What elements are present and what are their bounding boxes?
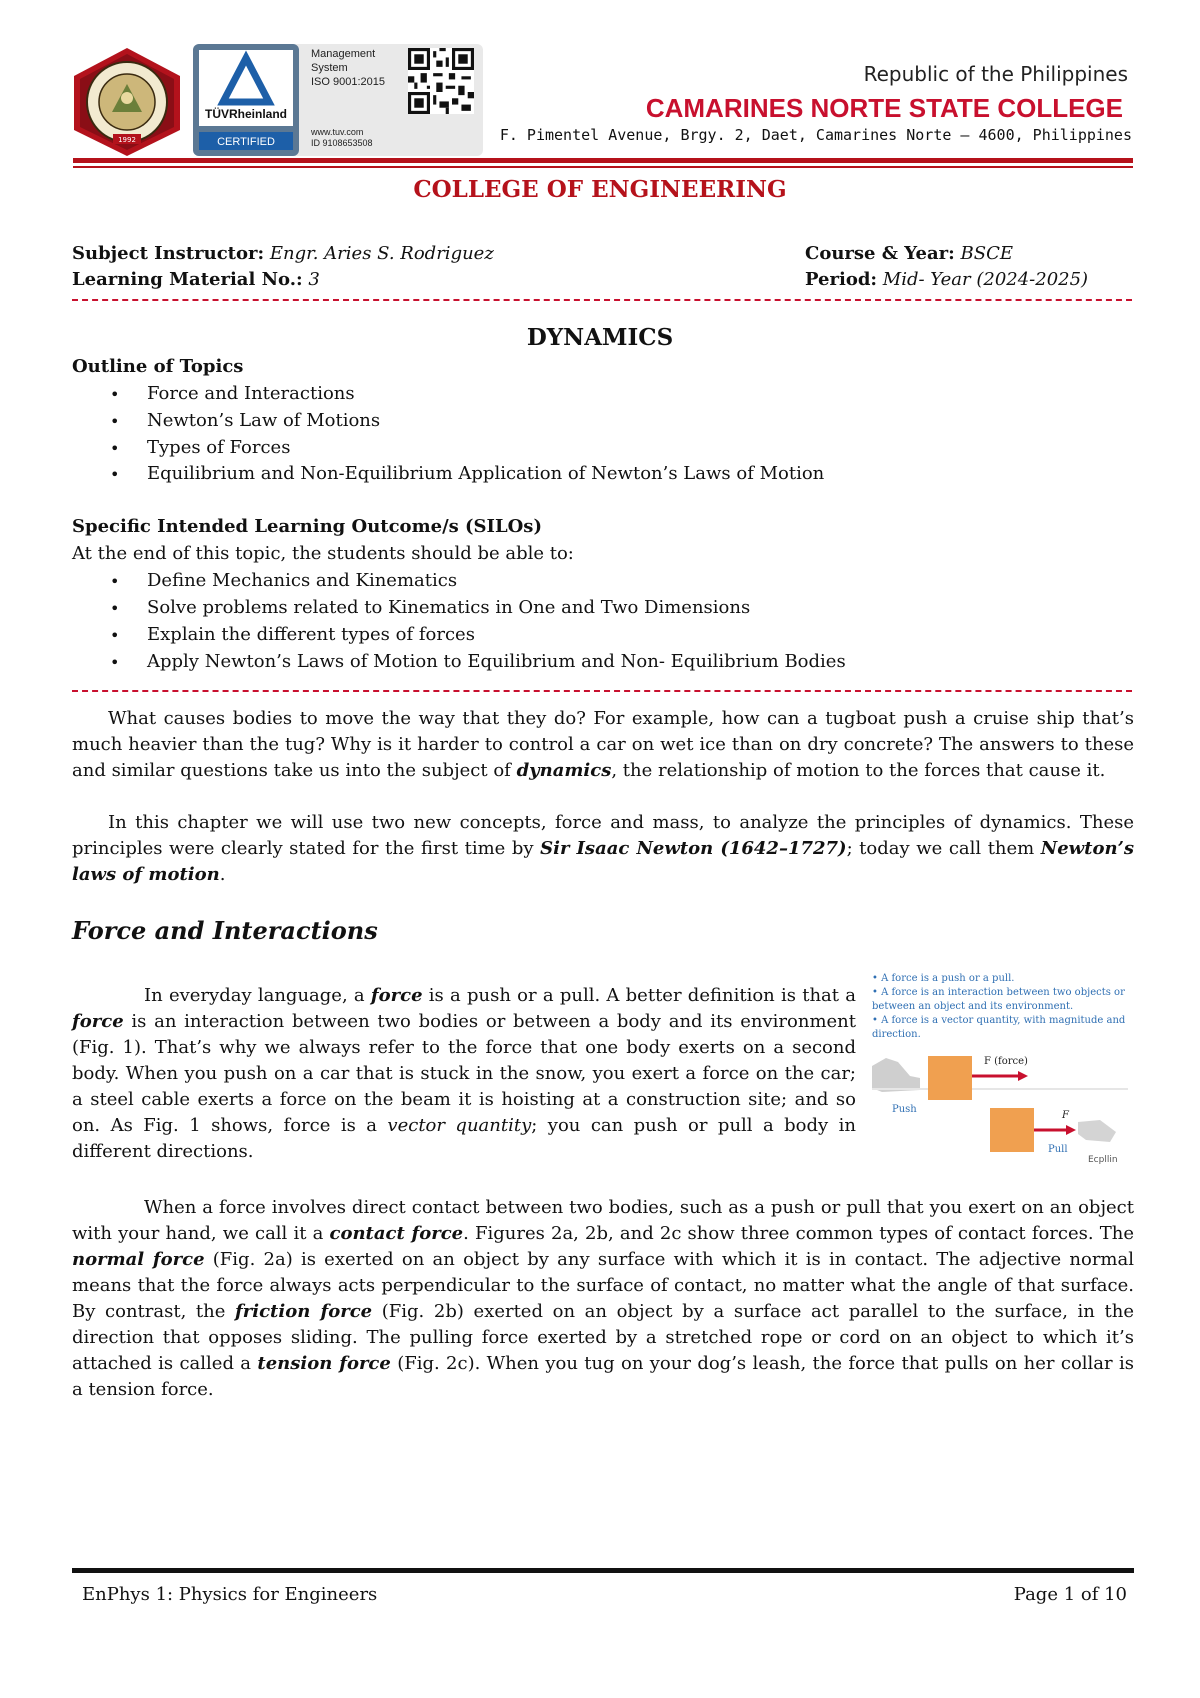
- material-line: [72, 269, 320, 290]
- force-paragraph: In everyday language, a force is a push or a pull. A better definition is that a force is an interaction between two bodies or between a body and its environment (Fig. 1). That’s why we always refer to the force that one body exerts on a second body. When you push on a car that is stuck in the snow, you exert a force on the car; a steel cable exerts a force on the beam it is hoisting at a construction site; and so on. As Fig. 1 shows, force is a vector quantity; you can push or pull a body in different directions.: [72, 985, 856, 1162]
- pull-box: [990, 1108, 1034, 1152]
- tuv-certified: CERTIFIED: [217, 136, 275, 148]
- hand-push-icon: [872, 1058, 920, 1092]
- instructor-line: [72, 243, 494, 264]
- figure-bullet: • A force is a vector quantity, with magnitude and direction.: [872, 1015, 1126, 1040]
- figure-bullet: • A force is an interaction between two objects or between an object and its environment.: [872, 987, 1125, 1012]
- hand-pull-icon: [1078, 1120, 1116, 1142]
- course-label: Course & Year:: [805, 243, 955, 264]
- silo-item: Apply Newton’s Laws of Motion to Equilibrium and Non- Equilibrium Bodies: [147, 651, 846, 672]
- college-name: CAMARINES NORTE STATE COLLEGE: [645, 93, 1123, 123]
- qr-code-icon: [408, 48, 474, 114]
- bullet-icon: •: [110, 412, 120, 431]
- dashed-divider: [72, 690, 1132, 692]
- outline-item: Equilibrium and Non-Equilibrium Application of Newton’s Laws of Motion: [147, 463, 825, 484]
- pull-label: Pull: [1048, 1144, 1068, 1155]
- cert-text: [311, 47, 391, 89]
- intro-paragraph-2: In this chapter we will use two new concepts, force and mass, to analyze the principles of dynamics. These principles were clearly stated for the first time by Sir Isaac Newton (1642–1727); today we call them Newton’s laws of motion.: [72, 812, 1134, 885]
- cert-url-block: [311, 127, 373, 149]
- silo-item: Explain the different types of forces: [147, 624, 475, 645]
- section-heading: Force and Interactions: [72, 916, 378, 945]
- intro-paragraph-1: What causes bodies to move the way that they do? For example, how can a tugboat push a cruise ship that’s much heavier than the tug? Why is it harder to control a car on wet ice than on dry concrete? The answers to these and similar questions take us into the subject of dynamics, the relationship of motion to the forces that cause it.: [72, 708, 1134, 781]
- seal-year: 1992: [118, 136, 136, 144]
- push-pull-diagram: [872, 1048, 1128, 1164]
- tuv-brand: TÜVRheinland: [204, 107, 288, 121]
- cert-url: www.tuv.com: [311, 127, 364, 137]
- cert-iso: ISO 9001:2015: [311, 76, 386, 88]
- silos-intro: At the end of this topic, the students should be able to:: [72, 543, 574, 564]
- instructor-label: Subject Instructor:: [72, 243, 265, 264]
- bullet-icon: •: [110, 439, 120, 458]
- college-seal-logo: [68, 46, 186, 158]
- footer-page-number: Page 1 of 10: [1013, 1584, 1127, 1605]
- outline-item: Types of Forces: [147, 437, 291, 458]
- contact-force-paragraph: When a force involves direct contact between two bodies, such as a push or pull that you exert on an object with your hand, we call it a contact force. Figures 2a, 2b, and 2c show three common types of contact forces. The normal force (Fig. 2a) is exerted on an object by any surface with which it is in contact. The adjective normal means that the force always acts perpendicular to the surface of contact, no matter what the angle of that surface. By contrast, the friction force (Fig. 2b) exerted on an object by a surface act parallel to the surface, in the direction that opposes sliding. The pulling force exerted by a stretched rope or cord on an object to which it’s attached is called a tension force (Fig. 2c). When you tug on your dog’s leash, the force that pulls on her collar is a tension force.: [72, 1197, 1135, 1400]
- cert-management-system: Management System: [311, 48, 376, 74]
- push-label: Push: [892, 1104, 917, 1115]
- figure-bullets: [872, 972, 1128, 1042]
- bullet-icon: •: [110, 653, 120, 672]
- figure-bullet: • A force is a push or a pull.: [872, 973, 1015, 984]
- course-line: [805, 243, 1013, 264]
- period-line: [805, 269, 1088, 290]
- cert-id: ID 9108653508: [311, 138, 373, 148]
- material-label: Learning Material No.:: [72, 269, 303, 290]
- course-value: BSCE: [960, 243, 1014, 264]
- bullet-icon: •: [110, 626, 120, 645]
- department-title: COLLEGE OF ENGINEERING: [413, 176, 787, 203]
- figure-credit: Ecpllin: [1088, 1155, 1118, 1164]
- republic-label: Republic of the Philippines: [863, 62, 1128, 86]
- period-value: Mid- Year (2024-2025): [882, 269, 1089, 290]
- tuv-logo: [193, 44, 299, 156]
- f-label: F: [1062, 1110, 1069, 1121]
- silo-item: Solve problems related to Kinematics in One and Two Dimensions: [147, 597, 751, 618]
- outline-item: Force and Interactions: [147, 383, 355, 404]
- silo-item: Define Mechanics and Kinematics: [147, 570, 458, 591]
- silos-heading: Specific Intended Learning Outcome/s (SILOs): [72, 516, 542, 537]
- dashed-divider: [72, 299, 1132, 301]
- bullet-icon: •: [110, 385, 120, 404]
- figure-1: [872, 972, 1128, 1164]
- header-rule-thick: [73, 158, 1133, 163]
- force-label: F (force): [984, 1056, 1028, 1067]
- material-value: 3: [308, 269, 320, 290]
- bullet-icon: •: [110, 599, 120, 618]
- bullet-icon: •: [110, 465, 120, 484]
- bullet-icon: •: [110, 572, 120, 591]
- outline-heading: Outline of Topics: [72, 356, 244, 377]
- push-box: [928, 1056, 972, 1100]
- page-title: DYNAMICS: [526, 324, 674, 351]
- outline-item: Newton’s Law of Motions: [147, 410, 381, 431]
- instructor-value: Engr. Aries S. Rodriguez: [269, 243, 494, 264]
- period-label: Period:: [805, 269, 878, 290]
- college-address: F. Pimentel Avenue, Brgy. 2, Daet, Camarines Norte – 4600, Philippines: [499, 126, 1132, 144]
- header-rule-thin: [73, 166, 1133, 168]
- footer-rule: [72, 1568, 1134, 1573]
- footer-course: EnPhys 1: Physics for Engineers: [82, 1584, 378, 1605]
